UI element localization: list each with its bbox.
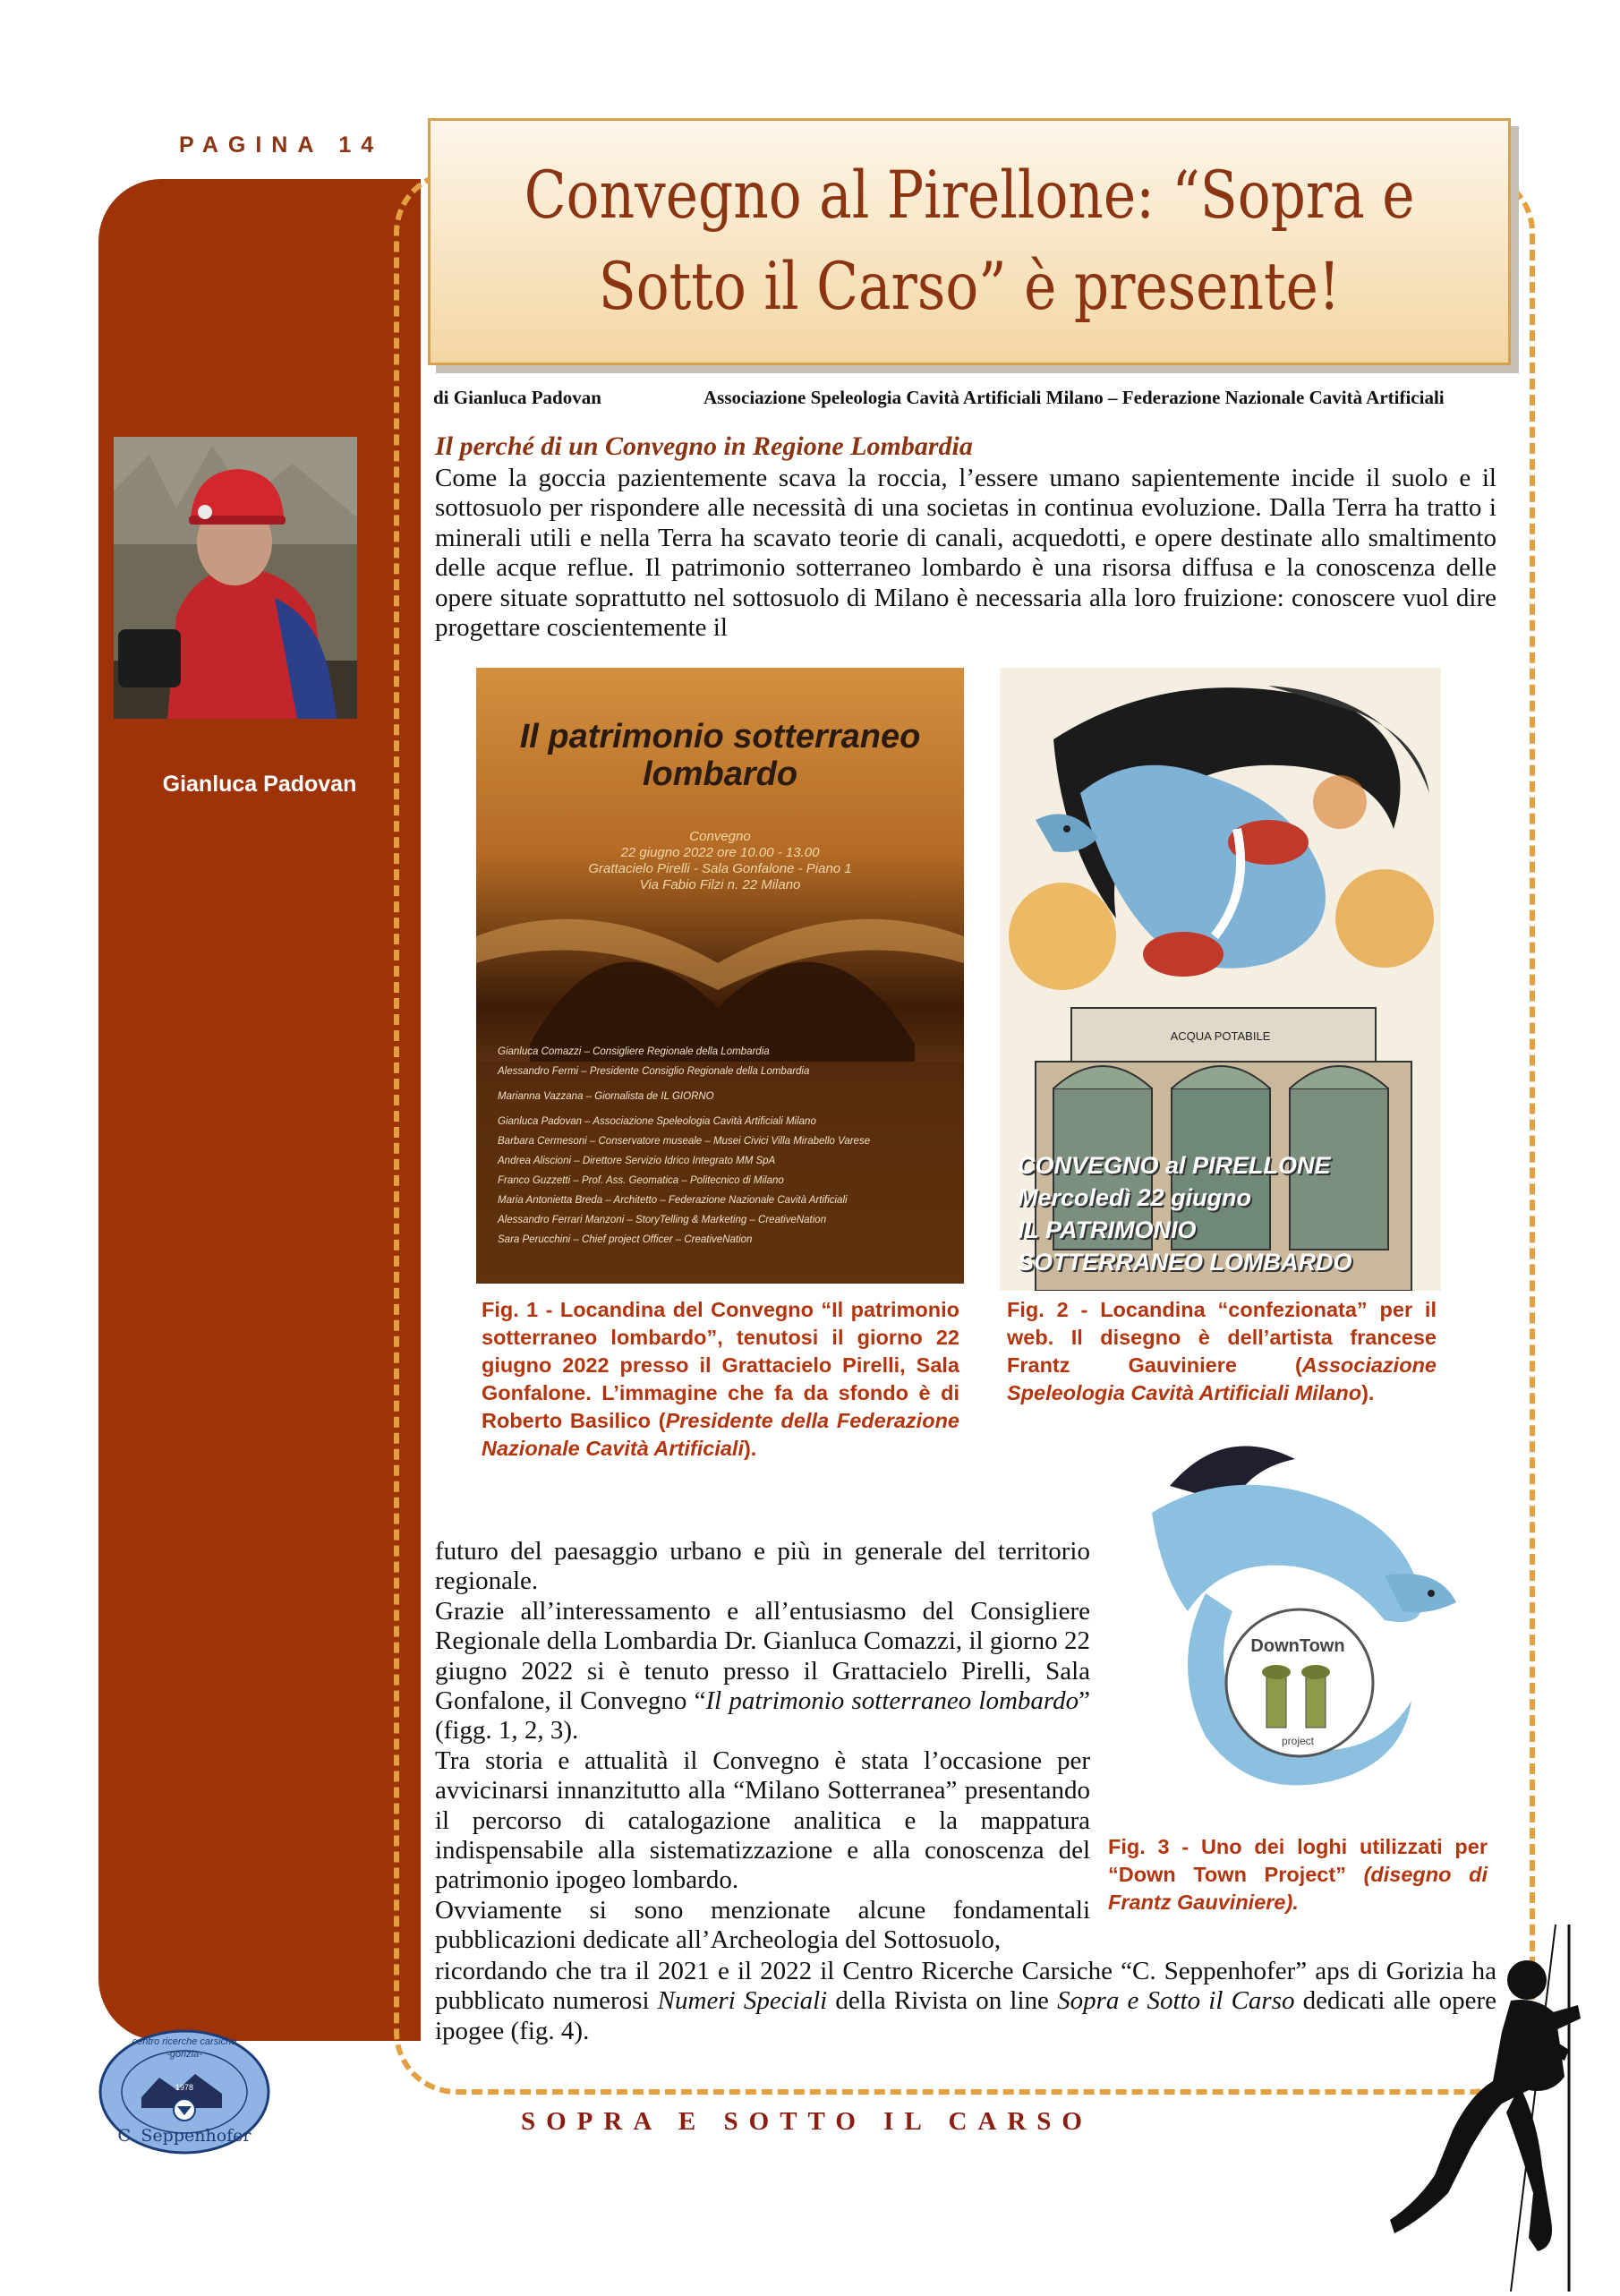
poster-1-speaker: Andrea Aliscioni – Direttore Servizio Idrico Integrato MM SpA (498, 1156, 776, 1166)
title-line-2: Sotto il Carso” è presente! (598, 249, 1341, 325)
poster-2-line-1: CONVEGNO al PIRELLONE (1018, 1152, 1331, 1179)
paragraph-2-part-b-text: Grazie all’interessamento e all’entusiasmo del Consigliere Regionale della Lombardia Dr. Gianluca Comazzi, il giorno 22 giugno 2022 si è tenuto presso il Grattacielo Pirelli, Sala Gonfalone, il Convegno “ (435, 1596, 1090, 1716)
paragraph-2-part-b-end: ” (figg. 1, 2, 3). (435, 1686, 1090, 1745)
poster-1-speaker: Sara Perucchini – Chief project Officer – CreativeNation (498, 1234, 753, 1245)
poster-1-title-line-2: lombardo (642, 755, 798, 793)
logo-3-label-bottom: project (1281, 1735, 1315, 1747)
figure-1-poster (476, 668, 964, 1284)
poster-1-speaker: Gianluca Comazzi – Consigliere Regionale della Lombardia (498, 1046, 770, 1057)
club-logo (97, 2027, 272, 2157)
poster-1-speaker: Maria Antonietta Breda – Architetto – Federazione Nazionale Cavità Artificiali (498, 1195, 848, 1206)
figure-1-caption-end: ). (743, 1437, 757, 1460)
figure-3-caption-italic: (disegno di Frantz Gauviniere). (1108, 1863, 1488, 1914)
paragraph-2-part-c: Tra storia e attualità il Convegno è stata l’occasione per avvicinarsi innanzitutto alla “Milano Sotterranea” presentando il percorso di catalogazione analitica e la mappatura indispensabile alla sistematizzazione e alla conoscenza del patrimonio ipogeo lombardo. (435, 1745, 1090, 1895)
byline (433, 387, 1498, 409)
figure-1-caption-italic: Presidente della Federazione Nazionale Cavità Artificiali (482, 1409, 959, 1460)
figure-2-caption-text: Fig. 2 - Locandina “confezionata” per il web. Il disegno è dell’artista francese Frantz Gauviniere ( (1007, 1298, 1437, 1377)
club-logo-year: 1978 (175, 2083, 194, 2092)
poster-1-info-3: Grattacielo Pirelli - Sala Gonfalone - Piano 1 (588, 861, 852, 876)
paragraph-3-part-a: ricordando che tra il 2021 e il 2022 il Centro Ricerche Carsiche “C. Seppenhofer” aps di Gorizia ha pubblicato numerosi (435, 1957, 1496, 2016)
title-line-1: Convegno al Pirellone: “Sopra e (524, 158, 1415, 234)
poster-1-info-4: Via Fabio Filzi n. 22 Milano (639, 877, 801, 892)
paragraph-2-part-d: Ovviamente si sono menzionate alcune fondamentali pubblicazioni dedicate all’Archeologia del Sottosuolo, (435, 1895, 1090, 1955)
figure-3-caption-text: Fig. 3 - Uno dei loghi utilizzati per “Down Town Project” (1108, 1835, 1488, 1886)
poster-1-speaker-list (498, 1042, 954, 1250)
poster-2-building-sign: ACQUA POTABILE (1170, 1029, 1271, 1043)
climber-silhouette-icon (1386, 1925, 1618, 2292)
paragraph-2-part-b (435, 1597, 1090, 1746)
figure-2-caption-end: ). (1361, 1381, 1375, 1404)
figure-2-caption (1007, 1296, 1437, 1407)
club-logo-text-mid: -gorizia- (166, 2049, 202, 2060)
footer-title: SOPRA E SOTTO IL CARSO (521, 2107, 1093, 2136)
paragraph-3 (435, 1957, 1496, 2046)
paragraph-3-italic-2: Sopra e Sotto il Carso (1057, 1986, 1295, 2016)
poster-1-speaker: Marianna Vazzana – Giornalista de IL GIORNO (498, 1091, 714, 1102)
poster-1-speaker: Franco Guzzetti – Prof. Ass. Geomatica – Politecnico di Milano (498, 1175, 784, 1186)
byline-author: di Gianluca Padovan (433, 387, 601, 408)
club-logo-text-top: centro ricerche carsiche (132, 2036, 237, 2047)
figure-1-caption-text: Fig. 1 - Locandina del Convegno “Il patrimonio sotterraneo lombardo”, tenutosi il giorno 22 giugno 2022 presso il Grattacielo Pirelli, Sala Gonfalone. L’immagine che fa da sfondo è di Roberto Basilico ( (482, 1298, 959, 1432)
poster-1-info-2: 22 giugno 2022 ore 10.00 - 13.00 (620, 845, 820, 860)
figure-1-caption (482, 1296, 959, 1463)
poster-2-line-4: SOTTERRANEO LOMBARDO (1018, 1249, 1352, 1276)
figure-3-logo (1116, 1432, 1470, 1819)
poster-1-speaker: Gianluca Padovan – Associazione Speleologia Cavità Artificiali Milano (498, 1116, 816, 1127)
section-heading: Il perché di un Convegno in Regione Lombardia (435, 431, 973, 461)
paragraph-2-part-b-italic: Il patrimonio sotterraneo lombardo (705, 1686, 1079, 1716)
paragraph-2-part-a: futuro del paesaggio urbano e più in generale del territorio regionale. (435, 1537, 1090, 1596)
figure-2-caption-italic: Associazione Speleologia Cavità Artificiali Milano (1007, 1353, 1437, 1404)
poster-1-info-1: Convegno (689, 829, 751, 844)
author-photo (114, 437, 357, 719)
figure-3-caption (1108, 1833, 1488, 1916)
paragraph-3-part-c: dedicati alle opere ipogee (fig. 4). (435, 1986, 1497, 2045)
poster-1-title-line-1: Il patrimonio sotterraneo (519, 718, 921, 755)
poster-2-line-3: IL PATRIMONIO (1018, 1216, 1197, 1243)
downtown-dragon-illustration (1116, 1432, 1470, 1819)
poster-2-line-2: Mercoledì 22 giugno (1018, 1184, 1252, 1211)
poster-1-speaker: Alessandro Ferrari Manzoni – StoryTelling & Marketing – CreativeNation (498, 1215, 827, 1225)
figure-2-poster (1000, 668, 1441, 1291)
article-title (524, 150, 1415, 333)
author-photo-illustration (114, 437, 357, 719)
climber-silhouette (1386, 1925, 1618, 2292)
poster-1-speaker: Alessandro Fermi – Presidente Consiglio Regionale della Lombardia (498, 1066, 810, 1077)
poster-1-speaker: Barbara Cermesoni – Conservatore museale – Musei Civici Villa Mirabello Varese (498, 1136, 871, 1147)
paragraph-1: Come la goccia pazientemente scava la roccia, l’essere umano sapientemente incide il suolo e il sottosuolo per rispondere alle necessità di una societas in continua evoluzione. Dalla Terra ha tratto i minerali utili e nella Terra ha scavato teorie di canali, acquedotti, e opere destinate allo smaltimento delle acque reflue. Il patrimonio sotterraneo lombardo è una risorsa diffusa e la conoscenza delle opere situate soprattutto nel sottosuolo di Milano è necessaria alla loro fruizione: conoscere vuol dire progettare coscientemente il (435, 464, 1496, 643)
club-logo-text-bottom: C. Seppenhofer (117, 2126, 252, 2146)
byline-affiliation: Associazione Speleologia Cavità Artificiali Milano – Federazione Nazionale Cavità Artificiali (703, 387, 1445, 408)
logo-3-label-top: DownTown (1250, 1636, 1345, 1656)
title-box (428, 118, 1511, 365)
paragraph-3-italic-1: Numeri Speciali (657, 1986, 828, 2016)
paragraph-3-part-b: della Rivista on line (827, 1986, 1058, 2016)
page-number-label: PAGINA 14 (179, 132, 384, 158)
paragraph-2 (435, 1537, 1090, 1956)
author-name-label: Gianluca Padovan (162, 772, 357, 797)
